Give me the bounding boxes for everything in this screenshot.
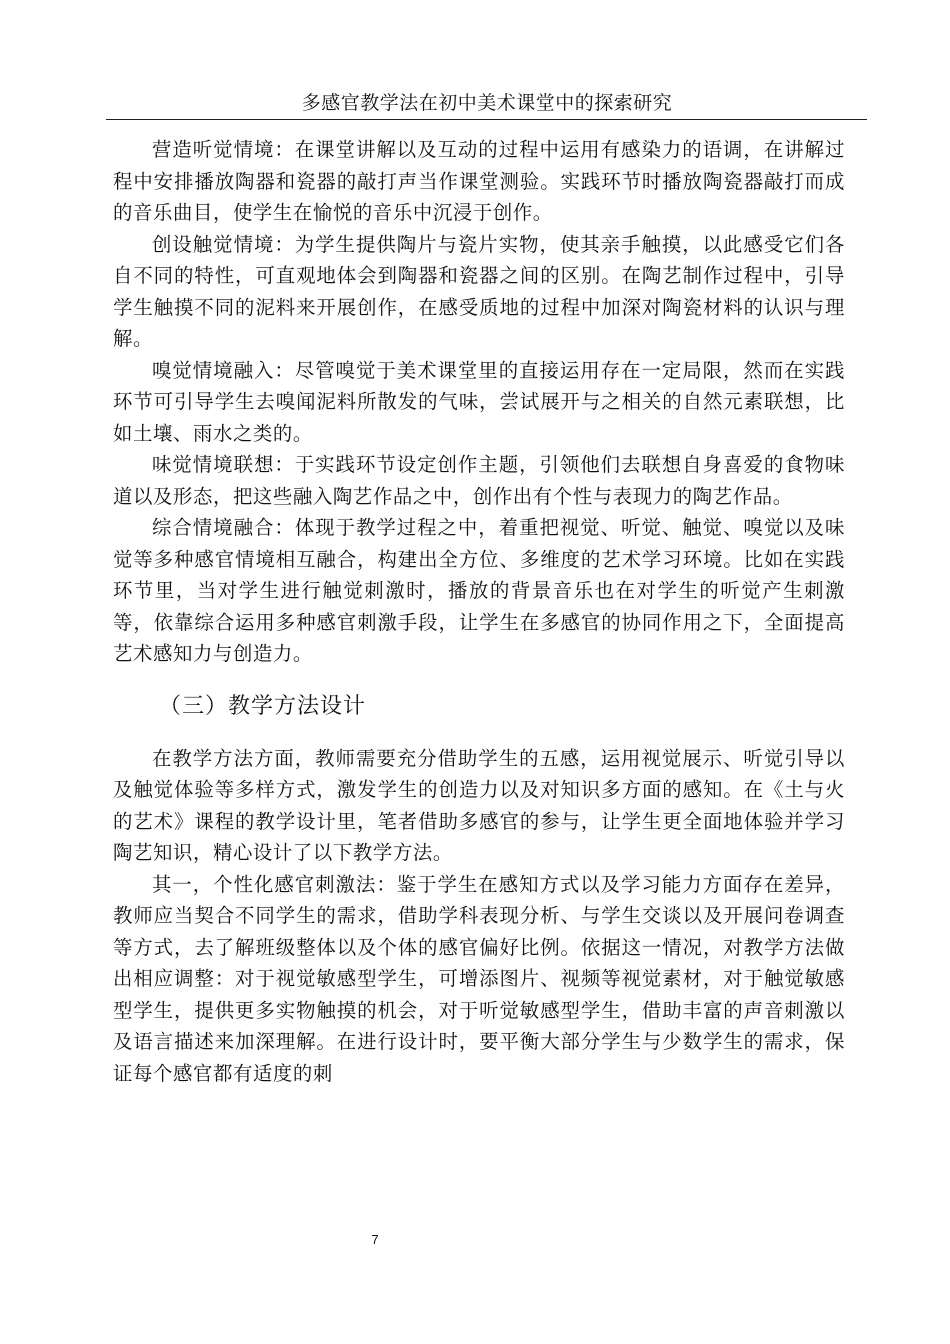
page-number: 7 bbox=[371, 1232, 379, 1247]
paragraph-auditory-context: 营造听觉情境：在课堂讲解以及互动的过程中运用有感染力的语调，在讲解过程中安排播放陶器和瓷器的敲打声当作课堂测验。实践环节时播放陶瓷器敲打而成的音乐曲目，使学生在愉悦的音乐中沉浸于创作。 bbox=[113, 138, 845, 224]
paragraph-method-one: 其一，个性化感官刺激法：鉴于学生在感知方式以及学习能力方面存在差异，教师应当契合不同学生的需求，借助学科表现分析、与学生交谈以及开展问卷调查等方式，去了解班级整体以及个体的感官偏好比例。依据这一情况，对教学方法做出相应调整：对于视觉敏感型学生，可增添图片、视频等视觉素材，对于触觉敏感型学生，提供更多实物触摸的机会，对于听觉敏感型学生，借助丰富的声音刺激以及语言描述来加深理解。在进行设计时，要平衡大部分学生与少数学生的需求，保证每个感官都有适度的刺 bbox=[113, 872, 845, 1085]
header-divider bbox=[106, 119, 867, 120]
paragraph-olfactory-context: 嗅觉情境融入：尽管嗅觉于美术课堂里的直接运用存在一定局限，然而在实践环节可引导学生去嗅闻泥料所散发的气味，尝试展开与之相关的自然元素联想，比如土壤、雨水之类的。 bbox=[113, 358, 845, 445]
paragraph-tactile-context: 创设触觉情境：为学生提供陶片与瓷片实物，使其亲手触摸，以此感受它们各自不同的特性，可直观地体会到陶器和瓷器之间的区别。在陶艺制作过程中，引导学生触摸不同的泥料来开展创作，在感受质地的过程中加深对陶瓷材料的认识与理解。 bbox=[113, 232, 845, 350]
running-header: 多感官教学法在初中美术课堂中的探索研究 bbox=[301, 92, 673, 114]
paragraph-integrated-context: 综合情境融合：体现于教学过程之中，着重把视觉、听觉、触觉、嗅觉以及味觉等多种感官情境相互融合，构建出全方位、多维度的艺术学习环境。比如在实践环节里，当对学生进行触觉刺激时，播放的背景音乐也在对学生的听觉产生刺激等，依靠综合运用多种感官刺激手段，让学生在多感官的协同作用之下，全面提高艺术感知力与创造力。 bbox=[113, 516, 845, 665]
document-body bbox=[113, 134, 845, 1089]
paragraph-method-overview: 在教学方法方面，教师需要充分借助学生的五感，运用视觉展示、听觉引导以及触觉体验等多样方式，激发学生的创造力以及对知识多方面的感知。在《土与火的艺术》课程的教学设计里，笔者借助多感官的参与，让学生更全面地体验并学习陶艺知识，精心设计了以下教学方法。 bbox=[113, 746, 845, 864]
section-heading: （三）教学方法设计 bbox=[159, 693, 367, 719]
paragraph-taste-context: 味觉情境联想：于实践环节设定创作主题，引领他们去联想自身喜爱的食物味道以及形态，把这些融入陶艺作品之中，创作出有个性与表现力的陶艺作品。 bbox=[113, 453, 845, 508]
